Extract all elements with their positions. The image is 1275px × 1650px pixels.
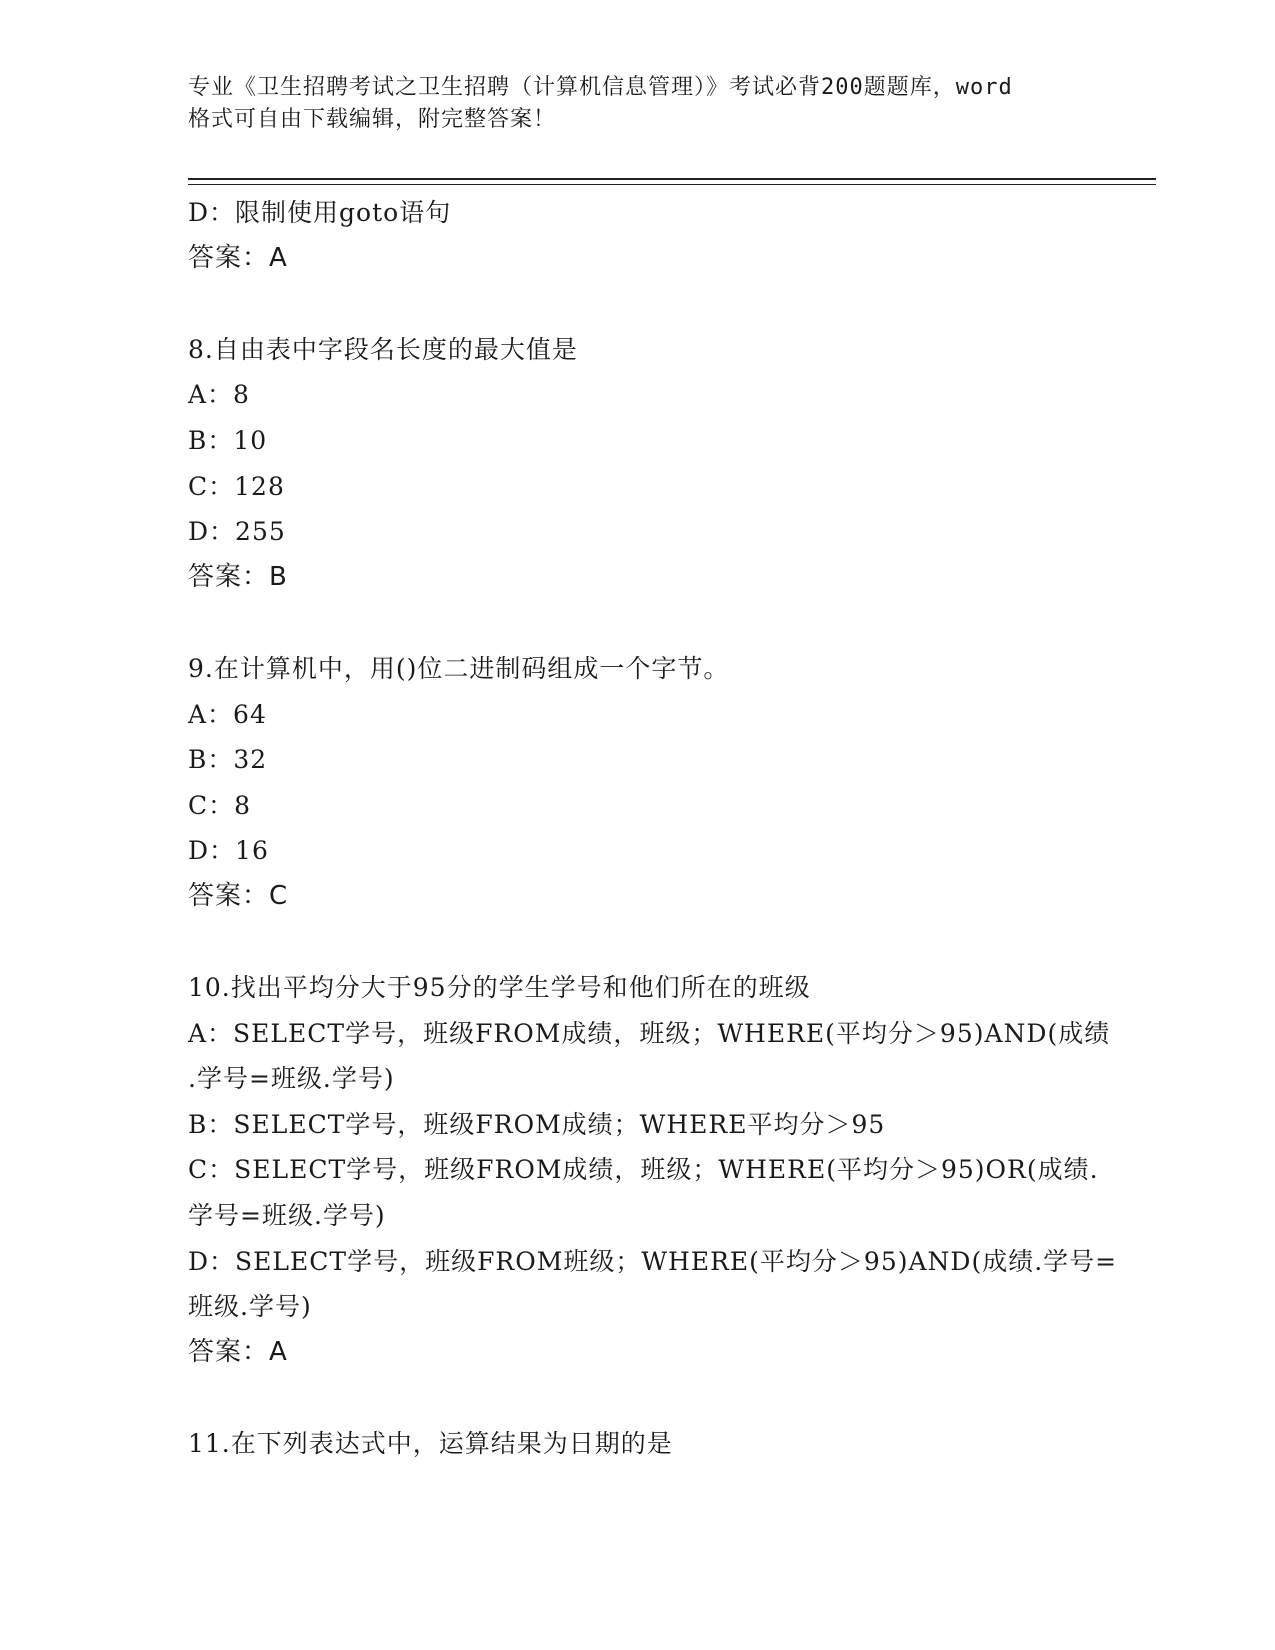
spacer <box>188 600 1088 646</box>
prev-option-d: D：限制使用goto语句 <box>188 198 452 227</box>
q8-option-b: B：10 <box>188 425 268 455</box>
q10-option-a: A：SELECT学号，班级FROM成绩，班级；WHERE(平均分＞95)AND(成绩 <box>188 1018 1111 1048</box>
q9-option-b: B：32 <box>188 745 268 775</box>
q8-answer: 答案：B <box>188 561 288 592</box>
header-line-2: 格式可自由下载编辑，附完整答案！ <box>188 107 557 132</box>
q9-option-a: A：64 <box>188 699 267 729</box>
q10-option-b: B：SELECT学号，班级FROM成绩；WHERE平均分＞95 <box>188 1109 886 1139</box>
spacer <box>188 920 1088 966</box>
q9-option-d: D：16 <box>188 836 269 866</box>
q8-option-c: C：128 <box>188 471 285 501</box>
prev-answer: 答案：A <box>188 242 288 273</box>
document-header <box>188 72 1088 136</box>
question-9: 9.在计算机中，用()位二进制码组成一个字节。 <box>188 653 730 683</box>
q9-option-c: C：8 <box>188 790 252 820</box>
header-line-1: 专业《卫生招聘考试之卫生招聘（计算机信息管理）》考试必背200题题库，word <box>188 75 1013 100</box>
spacer <box>188 281 1088 327</box>
question-10: 10.找出平均分大于95分的学生学号和他们所在的班级 <box>188 973 811 1003</box>
question-11: 11.在下列表达式中，运算结果为日期的是 <box>188 1429 673 1459</box>
q8-option-d: D：255 <box>188 517 286 547</box>
q10-option-a-cont: .学号=班级.学号) <box>188 1064 395 1094</box>
q10-option-c-cont: 学号=班级.学号) <box>188 1201 386 1231</box>
q10-option-d: D：SELECT学号，班级FROM班级；WHERE(平均分＞95)AND(成绩.学号= <box>188 1246 1118 1276</box>
spacer <box>188 1375 1088 1421</box>
q8-option-a: A：8 <box>188 380 250 410</box>
question-list <box>188 190 1118 1467</box>
header-divider-thin <box>188 184 1156 185</box>
header-divider-thick <box>188 178 1156 180</box>
q10-option-c: C：SELECT学号，班级FROM成绩，班级；WHERE(平均分＞95)OR(成绩. <box>188 1155 1099 1185</box>
question-8: 8.自由表中字段名长度的最大值是 <box>188 334 578 364</box>
q9-answer: 答案：C <box>188 880 289 911</box>
q10-answer: 答案：A <box>188 1336 288 1367</box>
q10-option-d-cont: 班级.学号) <box>188 1292 312 1322</box>
